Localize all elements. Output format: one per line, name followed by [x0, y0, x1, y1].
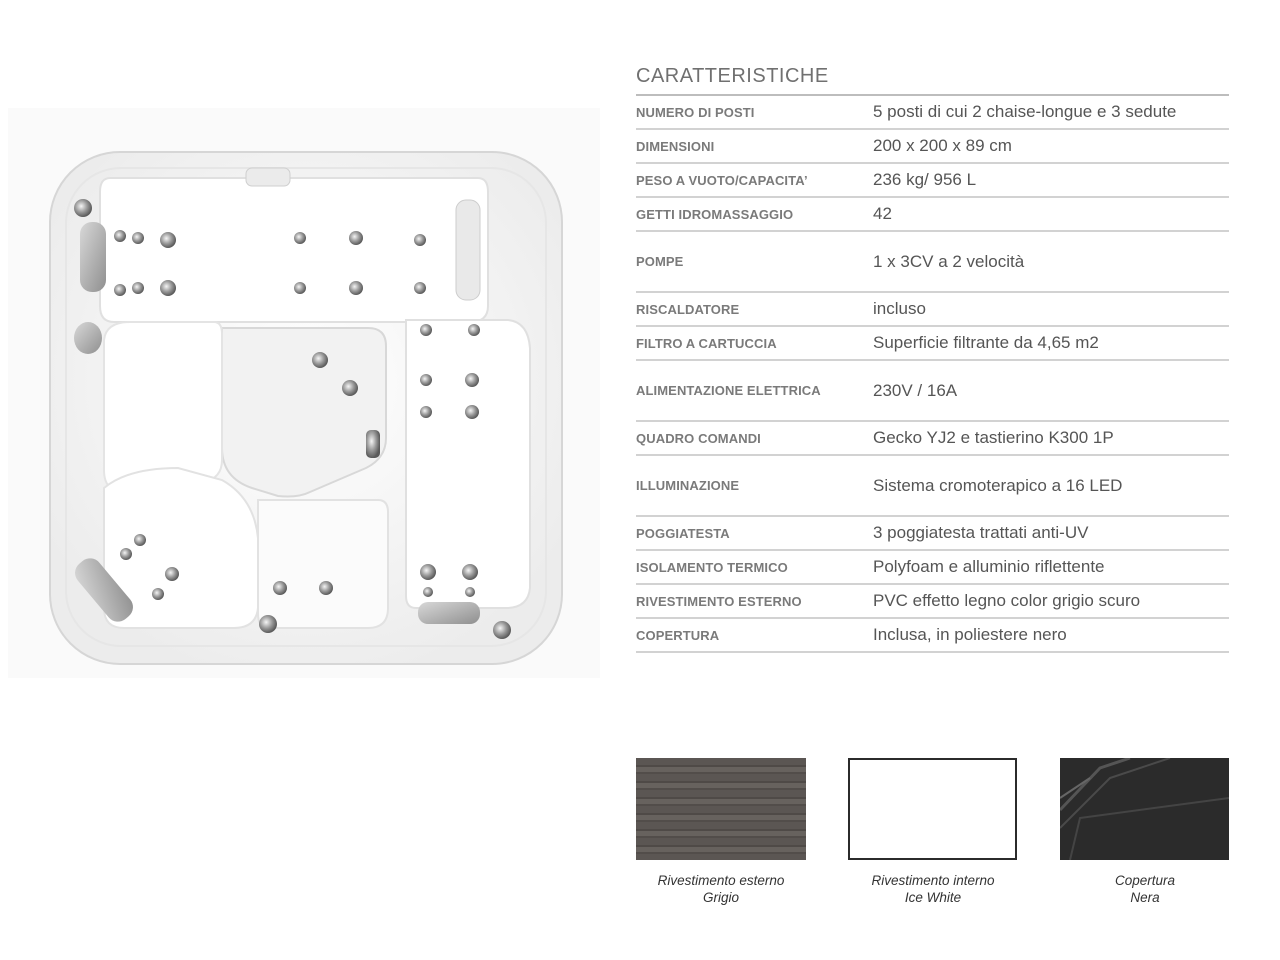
spec-label: POMPE [636, 254, 684, 269]
spec-label: PESO A VUOTO/CAPACITA’ [636, 172, 808, 188]
spec-label: FILTRO A CARTUCCIA [636, 335, 777, 351]
spec-value: 5 posti di cui 2 chaise-longue e 3 sedute [873, 102, 1177, 121]
spec-value: 42 [873, 204, 892, 223]
spec-value: incluso [873, 299, 926, 318]
spec-label: GETTI IDROMASSAGGIO [636, 206, 794, 222]
caption-line: Copertura [1114, 873, 1176, 888]
spec-row-seats [636, 96, 1229, 130]
spec-row-cover [636, 619, 1229, 653]
spec-row-headrest [636, 517, 1229, 551]
spec-label: DIMENSIONI [636, 138, 715, 154]
spec-value: 3 poggiatesta trattati anti-UV [873, 523, 1089, 542]
spec-value: Polyfoam e alluminio riflettente [873, 557, 1105, 576]
spec-row-heater [636, 293, 1229, 327]
spec-row-pumps [636, 232, 1229, 293]
spec-label: QUADRO COMANDI [636, 430, 761, 446]
caption-line: Grigio [702, 890, 739, 905]
swatch-cover-black [1060, 758, 1229, 860]
spec-label: RISCALDATORE [636, 301, 740, 317]
spec-label: NUMERO DI POSTI [636, 104, 755, 120]
spec-value: Inclusa, in poliestere nero [873, 625, 1067, 644]
spec-row-exterior [636, 585, 1229, 619]
caption-line: Rivestimento esterno [657, 873, 785, 888]
specs-section [636, 62, 1229, 653]
swatch-caption-interior [848, 872, 1018, 906]
specs-table [636, 94, 1229, 653]
spec-value: PVC effetto legno color grigio scuro [873, 591, 1141, 610]
spec-row-jets [636, 198, 1229, 232]
spec-value: 1 x 3CV a 2 velocità [873, 251, 1025, 271]
specs-title: CARATTERISTICHE [636, 65, 829, 87]
spec-row-dimensions [636, 130, 1229, 164]
spec-label: ISOLAMENTO TERMICO [636, 559, 788, 575]
spec-value: 200 x 200 x 89 cm [873, 136, 1012, 155]
spec-label: POGGIATESTA [636, 525, 730, 541]
spa-top-view-image [8, 108, 600, 678]
spec-label: ALIMENTAZIONE ELETTRICA [636, 383, 821, 398]
spec-row-insulation [636, 551, 1229, 585]
caption-line: Nera [1130, 890, 1160, 905]
caption-line: Rivestimento interno [871, 873, 995, 888]
spec-value: Superficie filtrante da 4,65 m2 [873, 333, 1099, 352]
swatch-exterior-grey [636, 758, 806, 860]
swatch-caption-cover [1060, 872, 1230, 906]
spec-value: 230V / 16A [873, 380, 958, 400]
spec-row-filter [636, 327, 1229, 361]
swatch-caption-exterior [636, 872, 806, 906]
spec-label: RIVESTIMENTO ESTERNO [636, 593, 802, 609]
spec-row-power [636, 361, 1229, 422]
spec-value: Sistema cromoterapico a 16 LED [873, 475, 1123, 495]
spec-row-lighting [636, 456, 1229, 517]
spec-label: ILLUMINAZIONE [636, 478, 740, 493]
spec-value: Gecko YJ2 e tastierino K300 1P [873, 428, 1114, 447]
spec-value: 236 kg/ 956 L [873, 170, 977, 189]
spec-label: COPERTURA [636, 627, 720, 643]
swatch-interior-ice-white [848, 758, 1017, 860]
spec-row-weight [636, 164, 1229, 198]
caption-line: Ice White [904, 890, 962, 905]
spec-row-controls [636, 422, 1229, 456]
